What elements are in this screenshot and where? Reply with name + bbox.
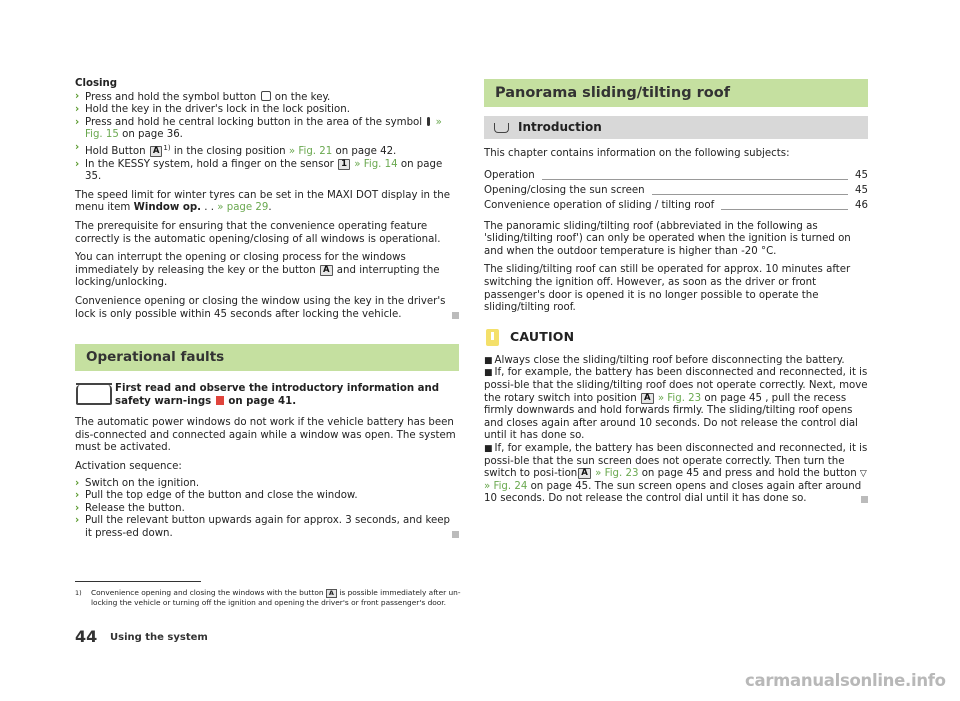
caution-item-2: ■ If, for example, the battery has been disconnected and reconnected, it is possi-ble that the sliding/tilting roof does not operate correctly. Next, move the rotary switch into position A » Fig. 23 on page 45 , pull the recess firmly downwards and hold forwards firmly. The sliding/tilting roof opens and closes again after around 10 seconds. Do not release the control dial until it has done so. xyxy=(484,367,868,442)
right-column xyxy=(484,79,868,506)
toc-entry[interactable]: Opening/closing the sun screen 45 xyxy=(484,185,868,196)
section-end-mark xyxy=(452,531,459,538)
chevron-icon: › xyxy=(75,490,80,502)
closing-step-3: › Press and hold he central locking button in the area of the symbol » Fig. 15 on page 36. xyxy=(75,116,442,141)
footnote-number: 1) xyxy=(75,589,82,597)
introduction-book-icon xyxy=(494,123,509,133)
chevron-icon: › xyxy=(75,515,80,527)
caution-item-3: ■ If, for example, the battery has been disconnected and reconnected, it is possi-ble that the sun screen does not operate correctly. Then turn the switch to posi-tion A » Fig. 23 on page 45 and press and hold the button ▽ » Fig. 24 on page 45. The sun screen opens and closes again after around 10 seconds. Do not release the control dial until it has done so. xyxy=(484,442,868,505)
page-reference-link[interactable]: » page 29 xyxy=(217,202,269,214)
activation-step-1: › Switch on the ignition. xyxy=(75,477,200,489)
introduction-heading: Introduction xyxy=(484,116,868,139)
figure-reference-link[interactable]: » Fig. 15 xyxy=(85,116,442,141)
caution-heading: CAUTION xyxy=(484,329,868,346)
central-lock-symbol-icon xyxy=(427,117,430,126)
section-end-mark xyxy=(452,312,459,319)
read-first-icon xyxy=(75,383,115,408)
square-bullet-icon: ■ xyxy=(484,368,493,379)
caution-icon xyxy=(486,329,499,346)
footer-section-title: Using the system xyxy=(110,632,208,643)
footnote: 1) Convenience opening and closing the windows with the button A is possible immediately after un-locking the vehicle or turning off the ignition and opening the driver's or front passenger's door. xyxy=(75,588,461,607)
closing-step-4: › Hold Button A $^{1)}$ in the closing position » Fig. 21 on page 42. xyxy=(75,141,397,157)
chevron-icon: › xyxy=(75,141,80,153)
closing-step-1: › Press and hold the symbol button on the key. xyxy=(75,90,331,103)
button-label-badge: A xyxy=(320,265,333,276)
operational-faults-heading: Operational faults xyxy=(75,344,459,371)
speed-limit-paragraph: The speed limit for winter tyres can be set in the MAXI DOT display in the menu item Window op. . . » page 29. xyxy=(75,189,450,214)
figure-reference-link[interactable]: » Fig. 21 xyxy=(288,145,333,157)
chevron-icon: › xyxy=(75,104,80,116)
button-label-badge: A xyxy=(326,589,337,598)
footnote-marker[interactable]: 1) xyxy=(163,143,171,152)
roof-paragraph-2: The sliding/tilting roof can still be operated for approx. 10 minutes after switching the ignition off. However, as soon as the driver or front passenger's door is opened it is no longer possible to operate the sliding/tilting roof. xyxy=(484,264,851,314)
read-warning-note: First read and observe the introductory information and safety warn-ings on page 41. xyxy=(75,383,459,408)
position-label-badge: A xyxy=(641,393,654,404)
subjects-list xyxy=(484,168,868,213)
chevron-icon: › xyxy=(75,90,80,102)
menu-item-label: Window op. xyxy=(133,202,202,214)
lock-symbol-icon xyxy=(261,91,271,101)
chapter-title: Panorama sliding/tilting roof xyxy=(484,79,868,107)
left-column xyxy=(75,78,459,541)
roof-paragraph-1: The panoramic sliding/tilting roof (abbreviated in the following as 'sliding/tilting roof') can only be operated when the ignition is turned on and when the outdoor temperature is higher than -20 °C. xyxy=(484,220,851,257)
chevron-icon: › xyxy=(75,502,80,514)
figure-reference-link[interactable]: » Fig. 14 xyxy=(354,158,398,170)
section-end-mark xyxy=(861,496,868,503)
square-bullet-icon: ■ xyxy=(484,443,493,454)
faults-paragraph: The automatic power windows do not work if the vehicle battery has been dis-connected and connected again while a window was open. The system must be activated. xyxy=(75,417,456,454)
figure-reference-link[interactable]: » Fig. 24 xyxy=(484,480,528,492)
activation-step-2: › Pull the top edge of the button and close the window. xyxy=(75,490,358,502)
activation-step-4: › Pull the relevant button upwards again for approx. 3 seconds, and keep it press-ed down. xyxy=(75,515,459,540)
toc-entry[interactable]: Operation 45 xyxy=(484,170,868,181)
position-label-badge: A xyxy=(578,468,591,479)
toc-entry[interactable]: Convenience operation of sliding / tilting roof 46 xyxy=(484,200,868,211)
closing-step-2: › Hold the key in the driver's lock in the lock position. xyxy=(75,104,350,116)
chevron-icon: › xyxy=(75,158,80,170)
watermark: carmanualsonline.info xyxy=(745,671,946,690)
convenience-paragraph: Convenience opening or closing the window using the key in the driver's lock is only possible within 45 seconds after locking the vehicle. xyxy=(75,296,459,321)
interrupt-paragraph: You can interrupt the opening or closing process for the windows immediately by releasing the key or the button A and interrupting the locking/unlocking. xyxy=(75,252,440,289)
sun-screen-button-icon: ▽ xyxy=(859,469,867,480)
page-number: 44 xyxy=(75,627,98,646)
figure-reference-link[interactable]: » Fig. 23 xyxy=(595,468,639,480)
activation-step-3: › Release the button. xyxy=(75,502,185,514)
sensor-label-badge: 1 xyxy=(338,159,350,170)
caution-item-1: ■ Always close the sliding/tilting roof before disconnecting the battery. xyxy=(484,354,845,366)
chevron-icon: › xyxy=(75,116,80,128)
activation-label: Activation sequence: xyxy=(75,461,182,473)
chevron-icon: › xyxy=(75,477,80,489)
closing-step-5: › In the KESSY system, hold a finger on the sensor 1 » Fig. 14 on page 35. xyxy=(75,158,443,183)
intro-text: This chapter contains information on the following subjects: xyxy=(484,148,790,159)
closing-heading: Closing xyxy=(75,78,118,89)
button-label-badge: A xyxy=(150,146,163,157)
footnote-divider xyxy=(75,581,201,582)
prerequisite-paragraph: The prerequisite for ensuring that the convenience operating feature correctly is the automatic opening/closing of all windows is operational. xyxy=(75,220,441,245)
warning-icon xyxy=(216,396,224,405)
square-bullet-icon: ■ xyxy=(484,355,493,366)
figure-reference-link[interactable]: » Fig. 23 xyxy=(657,392,702,404)
